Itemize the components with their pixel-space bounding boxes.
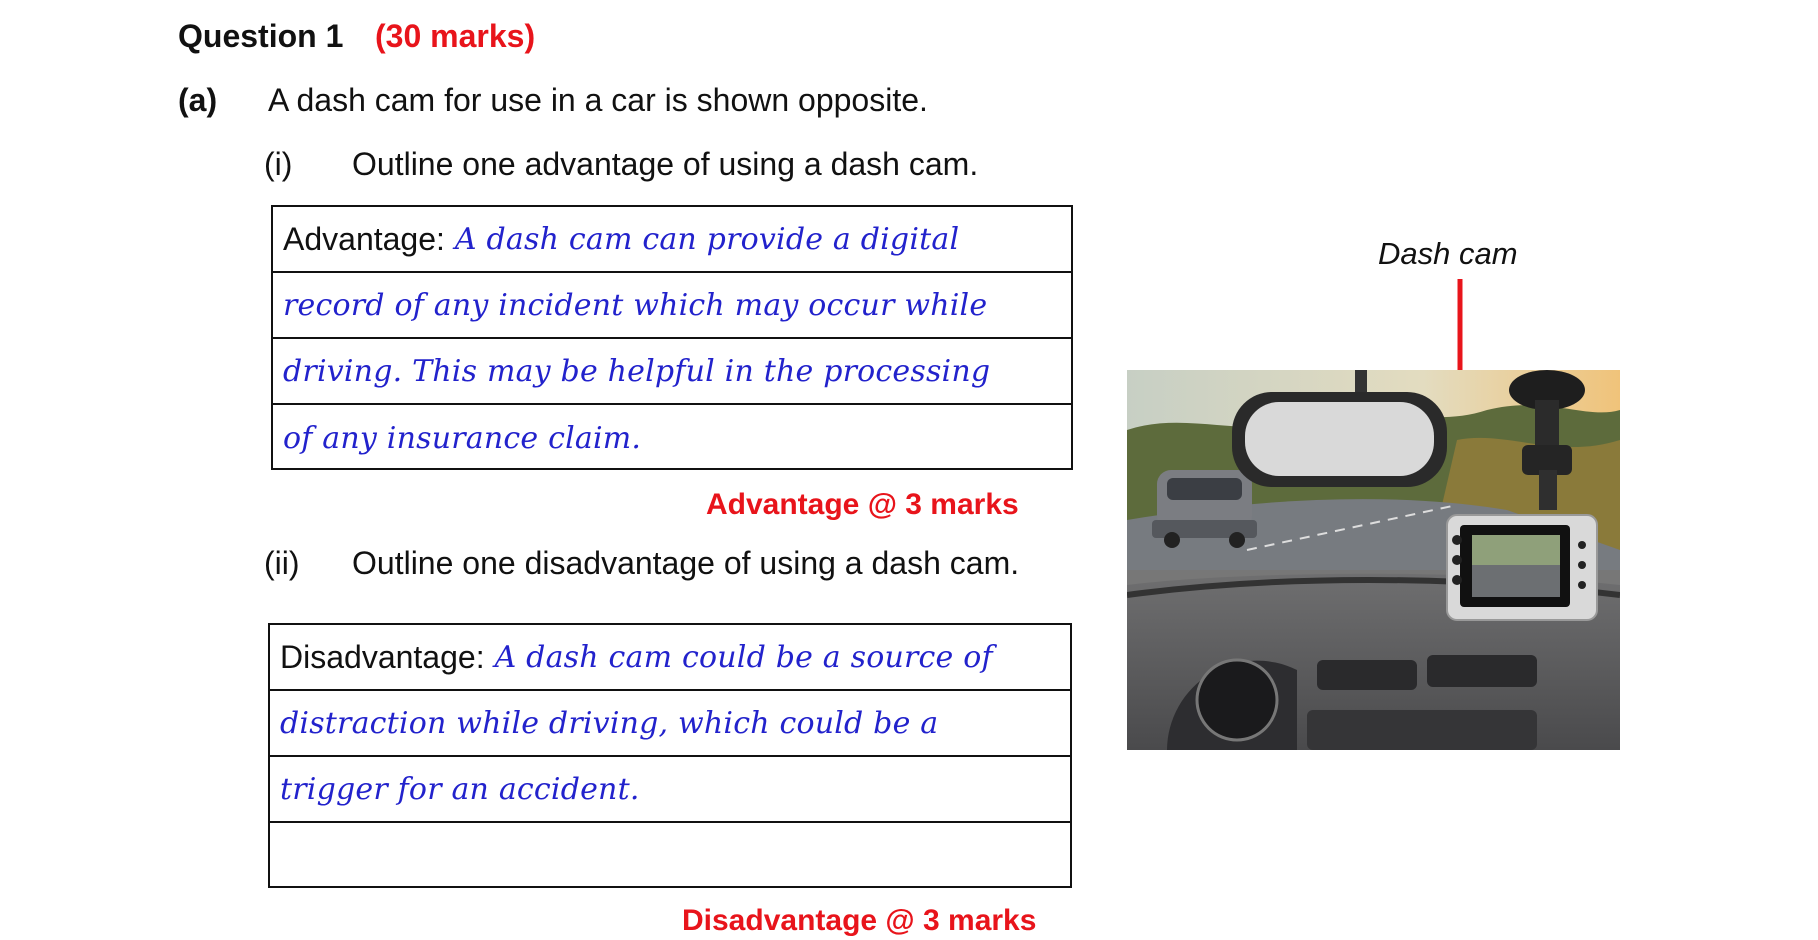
sub-i-label: (i) [264,146,293,182]
answer-line [273,273,1071,339]
figure-caption: Dash cam [1378,236,1518,271]
advantage-prefix: Advantage: [283,220,445,257]
sub-ii-prompt: Outline one disadvantage of using a dash cam. [352,545,1020,581]
handwritten-answer: record of any incident which may occur while [283,287,988,323]
advantage-marks: Advantage @ 3 marks [706,488,1019,521]
handwritten-answer: driving. This may be helpful in the processing [283,353,991,389]
question-title: Question 1 [178,18,344,54]
part-a-label: (a) [178,82,218,118]
handwritten-answer: A dash cam could be a source of [494,639,993,675]
answer-line [273,207,1071,273]
handwritten-answer: distraction while driving, which could be a [280,705,939,741]
answer-line-empty [270,823,1070,889]
answer-line [273,405,1071,471]
handwritten-answer: A dash cam can provide a digital [454,221,960,257]
advantage-answer-box [271,205,1073,470]
sub-ii-label: (ii) [264,545,300,581]
dash-cam-photo [1127,370,1620,750]
answer-line [273,339,1071,405]
disadvantage-answer-box [268,623,1072,888]
handwritten-answer: trigger for an accident. [280,771,640,807]
handwritten-answer: of any insurance claim. [283,420,642,456]
sub-i-prompt: Outline one advantage of using a dash cam. [352,146,979,182]
part-a-intro: A dash cam for use in a car is shown opposite. [268,82,928,118]
disadvantage-prefix: Disadvantage: [280,638,485,675]
question-marks: (30 marks) [375,18,536,54]
answer-line [270,625,1070,691]
answer-line [270,757,1070,823]
disadvantage-marks: Disadvantage @ 3 marks [682,904,1037,937]
answer-line [270,691,1070,757]
